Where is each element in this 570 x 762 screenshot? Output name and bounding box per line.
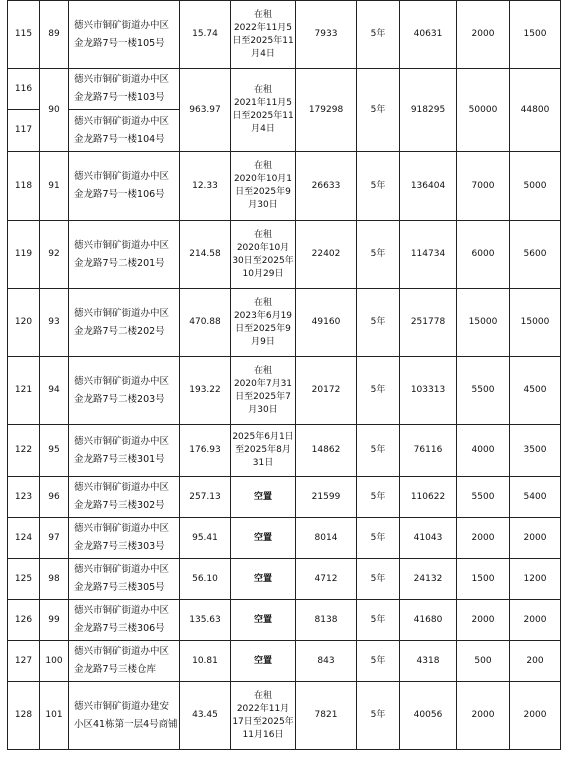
value-4: 1200 xyxy=(510,559,561,600)
item-seq: 95 xyxy=(40,425,69,477)
lease-status: 空置 xyxy=(231,600,296,641)
value-2: 110622 xyxy=(400,477,457,518)
value-3: 2000 xyxy=(457,1,510,69)
table-row xyxy=(8,221,561,289)
area-value: 12.33 xyxy=(180,152,231,221)
value-3: 2000 xyxy=(457,518,510,559)
item-seq: 91 xyxy=(40,152,69,221)
property-address: 德兴市铜矿街道办中区金龙路7号三楼仓库 xyxy=(69,641,180,682)
value-1: 179298 xyxy=(296,69,357,152)
lease-status: 空置 xyxy=(231,518,296,559)
value-3: 7000 xyxy=(457,152,510,221)
value-4: 3500 xyxy=(510,425,561,477)
row-number: 126 xyxy=(8,600,40,641)
table-row xyxy=(8,559,561,600)
value-4: 2000 xyxy=(510,600,561,641)
table-row xyxy=(8,357,561,425)
table-row xyxy=(8,641,561,682)
area-value: 95.41 xyxy=(180,518,231,559)
value-4: 2000 xyxy=(510,682,561,750)
row-number: 124 xyxy=(8,518,40,559)
value-2: 4318 xyxy=(400,641,457,682)
value-2: 41680 xyxy=(400,600,457,641)
property-address: 德兴市铜矿街道办中区金龙路7号三楼302号 xyxy=(69,477,180,518)
item-seq: 99 xyxy=(40,600,69,641)
term-years: 5年 xyxy=(357,425,400,477)
property-address: 德兴市铜矿街道办中区金龙路7号三楼305号 xyxy=(69,559,180,600)
area-value: 963.97 xyxy=(180,69,231,152)
value-2: 40631 xyxy=(400,1,457,69)
row-number: 119 xyxy=(8,221,40,289)
lease-status: 在租 2022年11月5日至2025年11月4日 xyxy=(231,1,296,69)
area-value: 257.13 xyxy=(180,477,231,518)
table-row xyxy=(8,289,561,357)
area-value: 214.58 xyxy=(180,221,231,289)
value-1: 843 xyxy=(296,641,357,682)
term-years: 5年 xyxy=(357,477,400,518)
value-3: 2000 xyxy=(457,682,510,750)
term-years: 5年 xyxy=(357,559,400,600)
row-number: 122 xyxy=(8,425,40,477)
item-seq: 94 xyxy=(40,357,69,425)
item-seq: 100 xyxy=(40,641,69,682)
row-number: 115 xyxy=(8,1,40,69)
table-row xyxy=(8,477,561,518)
item-seq: 92 xyxy=(40,221,69,289)
property-address: 德兴市铜矿街道办中区金龙路7号一楼105号 xyxy=(69,1,180,69)
term-years: 5年 xyxy=(357,221,400,289)
lease-table xyxy=(7,0,561,750)
property-address: 德兴市铜矿街道办建安小区41栋第一层4号商铺 xyxy=(69,682,180,750)
value-1: 7821 xyxy=(296,682,357,750)
lease-status: 空置 xyxy=(231,559,296,600)
value-2: 40056 xyxy=(400,682,457,750)
value-1: 20172 xyxy=(296,357,357,425)
area-value: 135.63 xyxy=(180,600,231,641)
value-3: 5500 xyxy=(457,477,510,518)
table-row xyxy=(8,425,561,477)
value-2: 103313 xyxy=(400,357,457,425)
value-4: 5000 xyxy=(510,152,561,221)
area-value: 470.88 xyxy=(180,289,231,357)
value-2: 114734 xyxy=(400,221,457,289)
lease-status: 在租 2023年6月19日至2025年9月9日 xyxy=(231,289,296,357)
item-seq: 98 xyxy=(40,559,69,600)
row-number: 123 xyxy=(8,477,40,518)
table-row xyxy=(8,682,561,750)
value-2: 918295 xyxy=(400,69,457,152)
row-number: 125 xyxy=(8,559,40,600)
lease-status: 在租 2022年11月17日至2025年11月16日 xyxy=(231,682,296,750)
table-row xyxy=(8,152,561,221)
item-seq: 96 xyxy=(40,477,69,518)
area-value: 15.74 xyxy=(180,1,231,69)
property-address: 德兴市铜矿街道办中区金龙路7号一楼103号 xyxy=(69,69,180,110)
value-3: 5500 xyxy=(457,357,510,425)
lease-status: 空置 xyxy=(231,641,296,682)
area-value: 193.22 xyxy=(180,357,231,425)
term-years: 5年 xyxy=(357,518,400,559)
property-address: 德兴市铜矿街道办中区金龙路7号二楼201号 xyxy=(69,221,180,289)
value-4: 4500 xyxy=(510,357,561,425)
lease-status: 空置 xyxy=(231,477,296,518)
value-3: 4000 xyxy=(457,425,510,477)
area-value: 56.10 xyxy=(180,559,231,600)
term-years: 5年 xyxy=(357,289,400,357)
value-3: 50000 xyxy=(457,69,510,152)
row-number: 117 xyxy=(8,110,40,152)
lease-status: 在租 2020年10月1日至2025年9月30日 xyxy=(231,152,296,221)
value-1: 21599 xyxy=(296,477,357,518)
value-4: 1500 xyxy=(510,1,561,69)
lease-status: 在租 2021年11月5日至2025年11月4日 xyxy=(231,69,296,152)
item-seq: 93 xyxy=(40,289,69,357)
lease-status: 在租 2020年10月30日至2025年10月29日 xyxy=(231,221,296,289)
value-3: 500 xyxy=(457,641,510,682)
table-row xyxy=(8,1,561,69)
value-1: 26633 xyxy=(296,152,357,221)
value-2: 41043 xyxy=(400,518,457,559)
value-1: 8014 xyxy=(296,518,357,559)
row-number: 128 xyxy=(8,682,40,750)
value-3: 6000 xyxy=(457,221,510,289)
row-number: 127 xyxy=(8,641,40,682)
term-years: 5年 xyxy=(357,152,400,221)
item-seq: 89 xyxy=(40,1,69,69)
value-2: 251778 xyxy=(400,289,457,357)
value-1: 22402 xyxy=(296,221,357,289)
row-number: 121 xyxy=(8,357,40,425)
area-value: 10.81 xyxy=(180,641,231,682)
value-1: 14862 xyxy=(296,425,357,477)
lease-status: 在租 2020年7月31日至2025年7月30日 xyxy=(231,357,296,425)
area-value: 176.93 xyxy=(180,425,231,477)
lease-status: 2025年6月1日至2025年8月31日 xyxy=(231,425,296,477)
value-4: 200 xyxy=(510,641,561,682)
term-years: 5年 xyxy=(357,69,400,152)
table-row xyxy=(8,600,561,641)
value-2: 136404 xyxy=(400,152,457,221)
value-1: 8138 xyxy=(296,600,357,641)
term-years: 5年 xyxy=(357,600,400,641)
value-3: 1500 xyxy=(457,559,510,600)
property-address: 德兴市铜矿街道办中区金龙路7号三楼306号 xyxy=(69,600,180,641)
property-address: 德兴市铜矿街道办中区金龙路7号三楼301号 xyxy=(69,425,180,477)
value-4: 5600 xyxy=(510,221,561,289)
property-address: 德兴市铜矿街道办中区金龙路7号二楼203号 xyxy=(69,357,180,425)
property-address: 德兴市铜矿街道办中区金龙路7号二楼202号 xyxy=(69,289,180,357)
value-1: 7933 xyxy=(296,1,357,69)
value-4: 2000 xyxy=(510,518,561,559)
property-address: 德兴市铜矿街道办中区金龙路7号一楼106号 xyxy=(69,152,180,221)
value-2: 24132 xyxy=(400,559,457,600)
term-years: 5年 xyxy=(357,682,400,750)
value-3: 2000 xyxy=(457,600,510,641)
table-row xyxy=(8,518,561,559)
value-1: 49160 xyxy=(296,289,357,357)
property-address: 德兴市铜矿街道办中区金龙路7号三楼303号 xyxy=(69,518,180,559)
term-years: 5年 xyxy=(357,357,400,425)
property-address: 德兴市铜矿街道办中区金龙路7号一楼104号 xyxy=(69,110,180,152)
value-2: 76116 xyxy=(400,425,457,477)
row-number: 116 xyxy=(8,69,40,110)
item-seq: 90 xyxy=(40,69,69,152)
value-4: 15000 xyxy=(510,289,561,357)
value-1: 4712 xyxy=(296,559,357,600)
value-4: 5400 xyxy=(510,477,561,518)
item-seq: 101 xyxy=(40,682,69,750)
value-4: 44800 xyxy=(510,69,561,152)
item-seq: 97 xyxy=(40,518,69,559)
term-years: 5年 xyxy=(357,641,400,682)
value-3: 15000 xyxy=(457,289,510,357)
row-number: 120 xyxy=(8,289,40,357)
term-years: 5年 xyxy=(357,1,400,69)
row-number: 118 xyxy=(8,152,40,221)
table-row xyxy=(8,69,561,110)
area-value: 43.45 xyxy=(180,682,231,750)
